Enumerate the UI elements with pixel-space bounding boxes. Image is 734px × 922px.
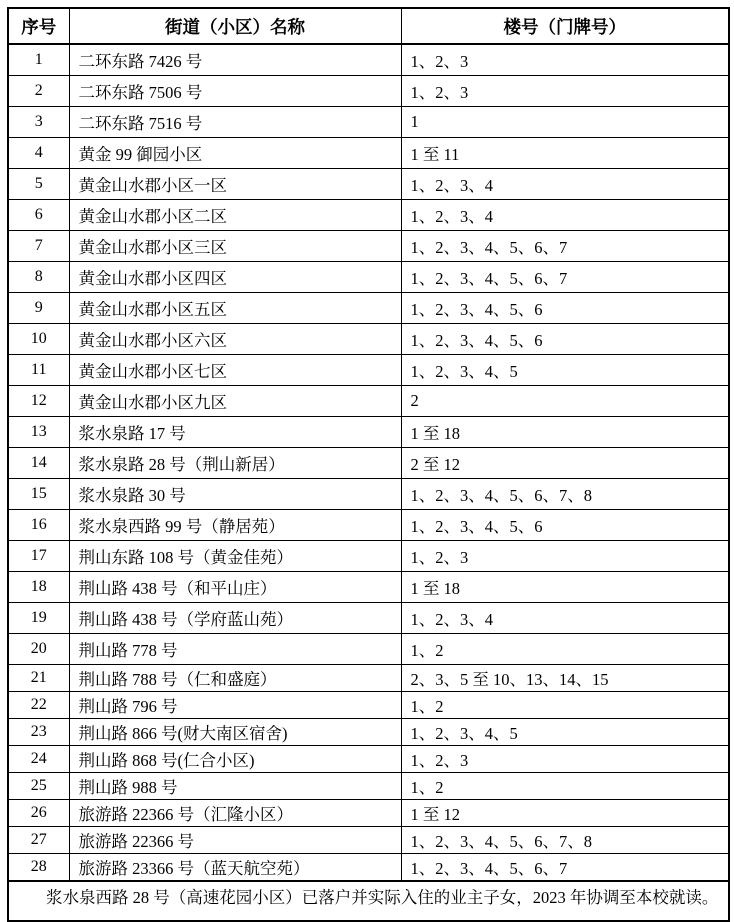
cell-street-name: 荆山路 796 号	[69, 692, 401, 719]
cell-building-no: 1、2、3、4、5、6	[401, 510, 729, 541]
cell-street-name: 黄金山水郡小区九区	[69, 386, 401, 417]
header-cell-street-name: 街道（小区）名称	[69, 8, 401, 44]
table-body	[8, 44, 729, 881]
cell-serial-no: 13	[8, 417, 69, 448]
cell-serial-no: 4	[8, 138, 69, 169]
cell-serial-no: 28	[8, 854, 69, 882]
cell-street-name: 旅游路 22366 号（汇隆小区）	[69, 800, 401, 827]
header-cell-building-no: 楼号（门牌号）	[401, 8, 729, 44]
table-row	[8, 293, 729, 324]
cell-building-no: 1、2	[401, 692, 729, 719]
table-row	[8, 827, 729, 854]
cell-building-no: 1、2、3	[401, 746, 729, 773]
table-header-row	[8, 8, 729, 44]
cell-building-no: 1、2、3、4	[401, 169, 729, 200]
cell-serial-no: 22	[8, 692, 69, 719]
cell-serial-no: 25	[8, 773, 69, 800]
cell-serial-no: 5	[8, 169, 69, 200]
table-row	[8, 262, 729, 293]
cell-building-no: 1、2、3、4、5、6	[401, 324, 729, 355]
cell-building-no: 1、2、3、4、5、6	[401, 293, 729, 324]
table-row	[8, 603, 729, 634]
cell-serial-no: 27	[8, 827, 69, 854]
table-row	[8, 800, 729, 827]
cell-serial-no: 14	[8, 448, 69, 479]
cell-street-name: 黄金 99 御园小区	[69, 138, 401, 169]
table-row	[8, 746, 729, 773]
table-row	[8, 169, 729, 200]
cell-street-name: 浆水泉路 28 号（荆山新居）	[69, 448, 401, 479]
cell-street-name: 荆山路 788 号（仁和盛庭）	[69, 665, 401, 692]
cell-street-name: 黄金山水郡小区五区	[69, 293, 401, 324]
cell-street-name: 荆山路 988 号	[69, 773, 401, 800]
cell-building-no: 2 至 12	[401, 448, 729, 479]
cell-building-no: 1、2、3	[401, 44, 729, 76]
cell-serial-no: 1	[8, 44, 69, 76]
cell-serial-no: 8	[8, 262, 69, 293]
school-district-table	[7, 7, 730, 922]
table-row	[8, 479, 729, 510]
footnote-cell	[8, 881, 729, 921]
table-row	[8, 773, 729, 800]
cell-building-no: 1 至 12	[401, 800, 729, 827]
cell-street-name: 二环东路 7506 号	[69, 76, 401, 107]
table-row	[8, 692, 729, 719]
table-row	[8, 719, 729, 746]
cell-street-name: 黄金山水郡小区四区	[69, 262, 401, 293]
cell-street-name: 黄金山水郡小区二区	[69, 200, 401, 231]
table-row	[8, 665, 729, 692]
cell-building-no: 1、2、3、4、5、6、7、8	[401, 479, 729, 510]
cell-building-no: 2、3、5 至 10、13、14、15	[401, 665, 729, 692]
cell-building-no: 1、2、3	[401, 541, 729, 572]
table-row	[8, 510, 729, 541]
cell-street-name: 二环东路 7426 号	[69, 44, 401, 76]
table-row	[8, 634, 729, 665]
cell-serial-no: 10	[8, 324, 69, 355]
cell-building-no: 1 至 11	[401, 138, 729, 169]
cell-street-name: 黄金山水郡小区六区	[69, 324, 401, 355]
cell-street-name: 荆山路 778 号	[69, 634, 401, 665]
cell-building-no: 1 至 18	[401, 572, 729, 603]
cell-street-name: 荆山路 866 号(财大南区宿舍)	[69, 719, 401, 746]
table-row	[8, 572, 729, 603]
table-row	[8, 448, 729, 479]
cell-serial-no: 20	[8, 634, 69, 665]
cell-serial-no: 9	[8, 293, 69, 324]
cell-building-no: 1、2	[401, 773, 729, 800]
table-row	[8, 107, 729, 138]
cell-street-name: 黄金山水郡小区七区	[69, 355, 401, 386]
cell-street-name: 旅游路 22366 号	[69, 827, 401, 854]
cell-street-name: 浆水泉路 30 号	[69, 479, 401, 510]
cell-building-no: 1、2、3、4、5、6、7	[401, 262, 729, 293]
cell-serial-no: 2	[8, 76, 69, 107]
cell-street-name: 黄金山水郡小区三区	[69, 231, 401, 262]
table-row	[8, 541, 729, 572]
cell-serial-no: 15	[8, 479, 69, 510]
cell-building-no: 1、2、3、4、5	[401, 355, 729, 386]
cell-serial-no: 6	[8, 200, 69, 231]
cell-serial-no: 23	[8, 719, 69, 746]
cell-building-no: 1、2、3、4	[401, 200, 729, 231]
table-row	[8, 138, 729, 169]
cell-serial-no: 19	[8, 603, 69, 634]
cell-building-no: 1、2、3、4、5、6、7	[401, 231, 729, 262]
cell-serial-no: 7	[8, 231, 69, 262]
cell-building-no: 1	[401, 107, 729, 138]
cell-building-no: 1、2	[401, 634, 729, 665]
table-row	[8, 324, 729, 355]
cell-street-name: 荆山路 438 号（学府蓝山苑）	[69, 603, 401, 634]
cell-serial-no: 16	[8, 510, 69, 541]
cell-street-name: 二环东路 7516 号	[69, 107, 401, 138]
cell-serial-no: 26	[8, 800, 69, 827]
table-row	[8, 386, 729, 417]
footnote-row	[8, 881, 729, 921]
cell-building-no: 1、2、3、4、5、6、7、8	[401, 827, 729, 854]
cell-building-no: 1、2、3、4	[401, 603, 729, 634]
cell-building-no: 1、2、3、4、5、6、7	[401, 854, 729, 882]
cell-street-name: 浆水泉路 17 号	[69, 417, 401, 448]
cell-building-no: 1 至 18	[401, 417, 729, 448]
cell-serial-no: 24	[8, 746, 69, 773]
table-row	[8, 417, 729, 448]
cell-street-name: 黄金山水郡小区一区	[69, 169, 401, 200]
cell-serial-no: 11	[8, 355, 69, 386]
cell-street-name: 荆山路 438 号（和平山庄）	[69, 572, 401, 603]
table-row	[8, 854, 729, 882]
table-row	[8, 231, 729, 262]
cell-serial-no: 17	[8, 541, 69, 572]
table-row	[8, 44, 729, 76]
header-cell-serial-no: 序号	[8, 8, 69, 44]
cell-street-name: 荆山东路 108 号（黄金佳苑）	[69, 541, 401, 572]
table-row	[8, 355, 729, 386]
cell-building-no: 2	[401, 386, 729, 417]
cell-street-name: 浆水泉西路 99 号（静居苑）	[69, 510, 401, 541]
footnote-text: 浆水泉西路 28 号（高速花园小区）已落户并实际入住的业主子女，2023 年协调至本校就读。	[46, 888, 719, 907]
cell-serial-no: 12	[8, 386, 69, 417]
cell-building-no: 1、2、3	[401, 76, 729, 107]
cell-serial-no: 3	[8, 107, 69, 138]
cell-street-name: 荆山路 868 号(仁合小区)	[69, 746, 401, 773]
cell-street-name: 旅游路 23366 号（蓝天航空苑）	[69, 854, 401, 882]
cell-serial-no: 21	[8, 665, 69, 692]
table-row	[8, 76, 729, 107]
table-row	[8, 200, 729, 231]
cell-serial-no: 18	[8, 572, 69, 603]
cell-building-no: 1、2、3、4、5	[401, 719, 729, 746]
